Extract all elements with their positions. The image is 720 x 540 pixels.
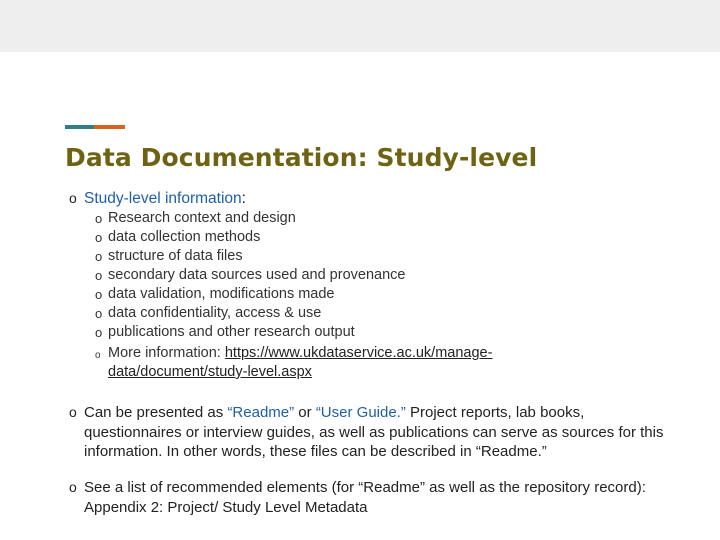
list-item-text: data validation, modifications made [108,286,335,302]
list-item [95,266,405,285]
list-item-text: Research context and design [108,210,296,226]
list-item-text: data collection methods [108,229,261,245]
study-level-colon: : [241,190,246,207]
list-item [95,285,335,304]
list-item [95,247,243,266]
bullet-marker: o [95,211,103,226]
list-item-text: structure of data files [108,248,243,264]
readme-term: “Readme” [227,404,295,421]
more-info-link[interactable]: https://www.ukdataservice.ac.uk/manage- [224,345,493,361]
bullet-marker: o [95,287,103,302]
list-item [95,304,321,323]
more-info-label: More information: [108,345,225,361]
bullet-marker: o [95,268,103,283]
list-item-text: secondary data sources used and provenance [108,267,406,283]
see-list-text: See a list of recommended elements (for “Readme” as well as the repository record): Appendix 2: Project/ Study Level Metadata [84,479,646,516]
accent-bar-teal [65,125,94,129]
presented-text-or: or [294,404,316,421]
bullet-marker: o [95,325,103,340]
list-item-more-info [95,344,492,382]
list-item-text: data confidentiality, access & use [108,305,322,321]
bullet-marker: o [95,350,101,361]
presented-text-pre: Can be presented as [84,404,228,421]
list-item-text: publications and other research output [108,324,355,340]
list-item [95,323,355,342]
study-level-label: Study-level information [84,190,242,207]
slide-title: Data Documentation: Study-level [65,143,538,172]
top-band [0,0,720,52]
more-info-link-continued[interactable]: data/document/study-level.aspx [108,364,312,380]
presented-text-rest: Project reports, lab books, questionnaires or interview guides, as well as publications can serve as sources for this information. In other words, these files can be described in “Readme.” [84,404,664,460]
bullet-marker: o [95,306,103,321]
bullet-study-level [69,189,669,209]
bullet-marker: o [95,230,103,245]
user-guide-term: “User Guide.” [315,404,406,421]
bullet-marker: o [95,249,103,264]
list-item [95,228,260,247]
bullet-see-list [69,478,669,517]
bullet-marker: o [69,190,77,206]
bullet-marker: o [69,404,77,420]
accent-bar-orange [94,125,125,129]
bullet-presented [69,403,669,462]
list-item [95,209,296,228]
bullet-marker: o [69,479,77,495]
